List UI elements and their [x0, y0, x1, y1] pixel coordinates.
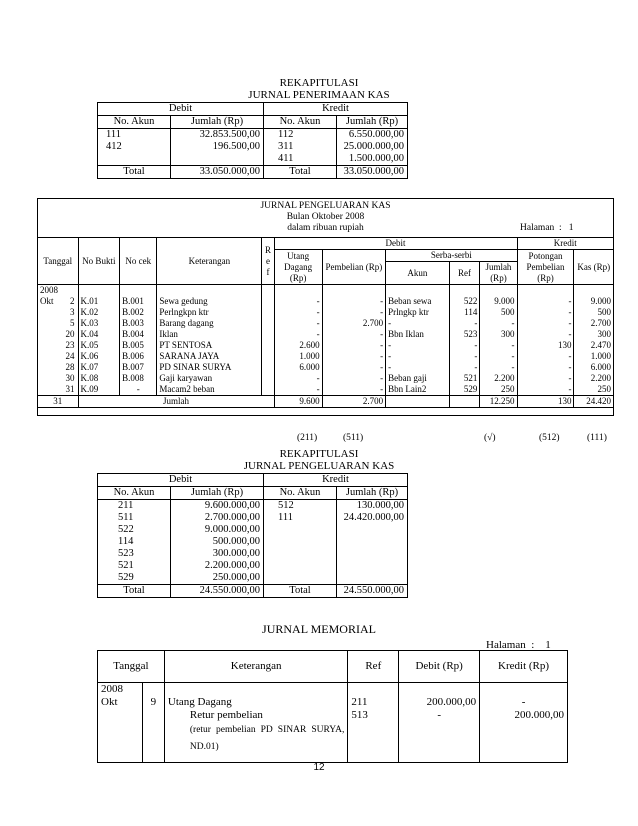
col-akun: Akun [386, 262, 450, 285]
ref-cell: 522 [449, 296, 480, 307]
col-ref2: Ref [449, 262, 480, 285]
jumlah-potongan: 130 [517, 396, 574, 408]
jumlah-kas: 24.420 [574, 396, 614, 408]
total-kredit: 24.550.000,00 [337, 585, 408, 598]
utang-cell: - [274, 296, 322, 307]
col-akun: No. Akun [98, 116, 171, 129]
tanggal-cell: 2 [70, 296, 75, 306]
akun-cell: - [386, 340, 450, 351]
ref-cell: 114 [449, 307, 480, 318]
memorial-ref2: 513 [351, 709, 368, 721]
table-row [98, 524, 408, 536]
posting-ref-potongan: (512) [539, 433, 560, 443]
jumlah-cell: 9.600.000,00 [171, 500, 264, 513]
table-row [38, 340, 614, 351]
pembelian-cell: - [322, 362, 386, 373]
table-row [38, 351, 614, 362]
potongan-cell: - [517, 296, 574, 307]
potongan-cell: - [517, 362, 574, 373]
memorial-line3: (retur pembelian PD SINAR SURYA, ND.01) [189, 725, 345, 752]
akun-cell [264, 536, 337, 548]
total-label: Total [98, 166, 171, 179]
akun-cell: Bbn Iklan [386, 329, 450, 340]
jumlah-cell: 130.000,00 [337, 500, 408, 513]
keterangan-cell: PT SENTOSA [157, 340, 262, 351]
akun-cell: 522 [98, 524, 171, 536]
tanggal-cell: 31 [38, 384, 79, 396]
utang-cell: - [274, 307, 322, 318]
rekap-penerimaan-table [97, 102, 408, 179]
tanggal-cell: 5 [38, 318, 79, 329]
tanggal-cell: 3 [38, 307, 79, 318]
ref-cell: - [449, 318, 480, 329]
cek-cell: B.002 [120, 307, 157, 318]
col-jumlah: Jumlah (Rp) [171, 487, 264, 500]
bukti-cell: K.06 [78, 351, 120, 362]
akun-cell: 211 [98, 500, 171, 513]
bukti-cell: K.09 [78, 384, 120, 396]
jumlah-cell: 2.200.000,00 [171, 560, 264, 572]
akun-cell: - [386, 318, 450, 329]
jumlah-cell: 9.000.000,00 [171, 524, 264, 536]
pembelian-cell: - [322, 384, 386, 396]
kas-cell: 250 [574, 384, 614, 396]
potongan-cell: - [517, 373, 574, 384]
ref-cell: 521 [449, 373, 480, 384]
bukti-cell: K.03 [78, 318, 120, 329]
akun-cell: 112 [264, 129, 337, 142]
table-row [38, 373, 614, 384]
pembelian-cell: - [322, 340, 386, 351]
memorial-year: 2008 [101, 683, 123, 695]
jumlah-cell: 250 [480, 384, 517, 396]
jumlah-cell: 25.000.000,00 [337, 141, 408, 153]
year-cell: 2008 [38, 285, 79, 297]
jumlah-cell: 500 [480, 307, 517, 318]
memorial-title: JURNAL MEMORIAL [262, 622, 376, 636]
col-akun: No. Akun [264, 116, 337, 129]
table-row [38, 329, 614, 340]
pembelian-cell: - [322, 373, 386, 384]
cek-cell: B.008 [120, 373, 157, 384]
col-kas: Kas (Rp) [574, 250, 614, 285]
akun-cell: 114 [98, 536, 171, 548]
jumlah-cell: 250.000,00 [171, 572, 264, 585]
cek-cell: B.005 [120, 340, 157, 351]
table-row [38, 307, 614, 318]
akun-cell: 521 [98, 560, 171, 572]
jumlah-cell [337, 560, 408, 572]
bukti-cell: K.04 [78, 329, 120, 340]
pengeluaran-unit: dalam ribuan rupiah [287, 223, 364, 233]
col-no-bukti: No Bukti [78, 238, 120, 285]
kas-cell: 6.000 [574, 362, 614, 373]
akun-cell: - [386, 351, 450, 362]
jumlah-tgl: 31 [38, 396, 79, 408]
table-row [98, 572, 408, 585]
tanggal-cell: 20 [38, 329, 79, 340]
jumlah-cell: 6.550.000,00 [337, 129, 408, 142]
total-label: Total [264, 166, 337, 179]
col-akun: No. Akun [264, 487, 337, 500]
jumlah-cell [337, 548, 408, 560]
akun-cell: 111 [264, 512, 337, 524]
col-ref: Ref [348, 651, 399, 683]
col-jumlah: Jumlah (Rp) [480, 262, 517, 285]
kredit-header: Kredit [264, 103, 408, 116]
kredit-header: Kredit [517, 238, 613, 250]
total-row [98, 585, 408, 598]
debit-header: Debit [98, 103, 264, 116]
debit-header: Debit [98, 474, 264, 487]
jumlah-cell: 2.200 [480, 373, 517, 384]
ref-cell: 523 [449, 329, 480, 340]
akun-cell: 311 [264, 141, 337, 153]
akun-cell: 412 [98, 141, 171, 153]
rekap-penerimaan-title: REKAPITULASI [279, 77, 359, 89]
potongan-cell: - [517, 329, 574, 340]
kas-cell: 500 [574, 307, 614, 318]
jumlah-cell: 300 [480, 329, 517, 340]
pengeluaran-title: JURNAL PENGELUARAN KAS [260, 201, 391, 211]
bukti-cell: K.02 [78, 307, 120, 318]
total-kredit: 33.050.000,00 [337, 166, 408, 179]
jumlah-cell: - [480, 318, 517, 329]
keterangan-cell: Gaji karyawan [157, 373, 262, 384]
col-tanggal: Tanggal [38, 238, 79, 285]
akun-cell: Beban sewa [386, 296, 450, 307]
table-row [98, 548, 408, 560]
page-number: 12 [313, 762, 325, 773]
memorial-line2: Retur pembelian [189, 709, 263, 721]
kas-cell: 300 [574, 329, 614, 340]
jumlah-cell: - [480, 351, 517, 362]
kas-cell: 2.470 [574, 340, 614, 351]
utang-cell: 6.000 [274, 362, 322, 373]
jumlah-cell: 300.000,00 [171, 548, 264, 560]
rekap-pengeluaran-table [97, 473, 408, 598]
jumlah-pembelian: 2.700 [322, 396, 386, 408]
jumlah-cell: - [480, 362, 517, 373]
table-row [38, 384, 614, 396]
year-row [38, 285, 614, 297]
table-row [98, 683, 568, 763]
month-cell: Okt [40, 296, 54, 306]
debit-header: Debit [274, 238, 517, 250]
akun-cell [264, 560, 337, 572]
col-tanggal: Tanggal [98, 651, 165, 683]
pengeluaran-table [37, 237, 614, 408]
col-potongan: Potongan Pembelian (Rp) [517, 250, 574, 285]
potongan-cell: - [517, 318, 574, 329]
col-pembelian: Pembelian (Rp) [322, 250, 386, 285]
jumlah-cell: 9.000 [480, 296, 517, 307]
col-jumlah: Jumlah (Rp) [337, 487, 408, 500]
halaman-label: Halaman : 1 [520, 223, 574, 233]
bukti-cell: K.01 [78, 296, 120, 307]
jumlah-cell: 32.853.500,00 [171, 129, 264, 142]
memorial-table [97, 650, 568, 763]
ref-cell: - [449, 362, 480, 373]
utang-cell: - [274, 329, 322, 340]
keterangan-cell: Sewa gedung [157, 296, 262, 307]
akun-cell: 511 [98, 512, 171, 524]
akun-cell [264, 524, 337, 536]
posting-ref-utang: (211) [297, 433, 318, 443]
jumlah-row [38, 396, 614, 408]
kas-cell: 9.000 [574, 296, 614, 307]
akun-cell: 411 [264, 153, 337, 166]
memorial-halaman: Halaman : 1 [486, 639, 551, 651]
bukti-cell: K.07 [78, 362, 120, 373]
pembelian-cell: - [322, 351, 386, 362]
col-serba: Serba-serbi [386, 250, 517, 262]
potongan-cell: - [517, 384, 574, 396]
akun-cell: - [386, 362, 450, 373]
col-jumlah: Jumlah (Rp) [337, 116, 408, 129]
total-row [98, 166, 408, 179]
pembelian-cell: - [322, 307, 386, 318]
akun-cell: Prlngkp ktr [386, 307, 450, 318]
table-row [38, 296, 614, 307]
akun-cell [264, 572, 337, 585]
pengeluaran-subtitle: Bulan Oktober 2008 [286, 212, 365, 222]
akun-cell: 529 [98, 572, 171, 585]
tanggal-cell: 30 [38, 373, 79, 384]
akun-cell: Beban gaji [386, 373, 450, 384]
col-keterangan: Keterangan [157, 238, 262, 285]
total-label: Total [98, 585, 171, 598]
akun-cell: Bbn Lain2 [386, 384, 450, 396]
posting-ref-serba: (√) [484, 433, 496, 443]
posting-ref-kas: (111) [587, 433, 607, 443]
total-debit: 24.550.000,00 [171, 585, 264, 598]
jumlah-serba: 12.250 [480, 396, 517, 408]
jumlah-label: Jumlah [78, 396, 274, 408]
potongan-cell: 130 [517, 340, 574, 351]
memorial-ref1: 211 [351, 696, 368, 708]
col-jumlah: Jumlah (Rp) [171, 116, 264, 129]
total-debit: 33.050.000,00 [171, 166, 264, 179]
table-row [98, 141, 408, 153]
ref-cell: - [449, 340, 480, 351]
utang-cell: 1.000 [274, 351, 322, 362]
pembelian-cell: - [322, 329, 386, 340]
keterangan-cell: SARANA JAYA [157, 351, 262, 362]
jumlah-cell: 196.500,00 [171, 141, 264, 153]
memorial-kredit1: - [521, 696, 526, 708]
jumlah-cell [337, 536, 408, 548]
col-akun: No. Akun [98, 487, 171, 500]
keterangan-cell: Perlngkpn ktr [157, 307, 262, 318]
bukti-cell: K.08 [78, 373, 120, 384]
jumlah-cell [171, 153, 264, 166]
total-label: Total [264, 585, 337, 598]
table-row [98, 129, 408, 142]
col-no-cek: No cek [120, 238, 157, 285]
col-keterangan: Keterangan [164, 651, 347, 683]
kas-cell: 1.000 [574, 351, 614, 362]
memorial-line1: Utang Dagang [167, 696, 232, 708]
kredit-header: Kredit [264, 474, 408, 487]
pembelian-cell: - [322, 296, 386, 307]
table-row [98, 153, 408, 166]
posting-ref-pembelian: (511) [343, 433, 364, 443]
jumlah-cell: - [480, 340, 517, 351]
rekap-penerimaan-subtitle: JURNAL PENERIMAAN KAS [248, 89, 390, 101]
potongan-cell: - [517, 307, 574, 318]
table-row [38, 362, 614, 373]
kas-cell: 2.200 [574, 373, 614, 384]
utang-cell: - [274, 318, 322, 329]
cek-cell: B.007 [120, 362, 157, 373]
tanggal-cell: 28 [38, 362, 79, 373]
memorial-debit1: 200.000,00 [426, 696, 477, 708]
jumlah-cell: 1.500.000,00 [337, 153, 408, 166]
memorial-debit2: - [437, 709, 441, 721]
ref-cell: - [449, 351, 480, 362]
keterangan-cell: Macam2 beban [157, 384, 262, 396]
col-debit: Debit (Rp) [399, 651, 480, 683]
ref-cell: 529 [449, 384, 480, 396]
potongan-cell: - [517, 351, 574, 362]
jumlah-cell [337, 572, 408, 585]
akun-cell [98, 153, 171, 166]
akun-cell: 512 [264, 500, 337, 513]
memorial-day: 9 [142, 683, 164, 763]
cek-cell: - [120, 384, 157, 396]
col-ref: R e f [262, 238, 274, 285]
keterangan-cell: Barang dagang [157, 318, 262, 329]
cek-cell: B.003 [120, 318, 157, 329]
cek-cell: B.004 [120, 329, 157, 340]
akun-cell: 111 [98, 129, 171, 142]
akun-cell [264, 548, 337, 560]
tanggal-cell: 23 [38, 340, 79, 351]
table-row [98, 536, 408, 548]
keterangan-cell: PD SINAR SURYA [157, 362, 262, 373]
tanggal-cell: 24 [38, 351, 79, 362]
col-kredit: Kredit (Rp) [480, 651, 568, 683]
utang-cell: 2.600 [274, 340, 322, 351]
kas-cell: 2.700 [574, 318, 614, 329]
pembelian-cell: 2.700 [322, 318, 386, 329]
bukti-cell: K.05 [78, 340, 120, 351]
col-utang: Utang Dagang (Rp) [274, 250, 322, 285]
jumlah-utang: 9.600 [274, 396, 322, 408]
cek-cell: B.001 [120, 296, 157, 307]
utang-cell: - [274, 373, 322, 384]
table-row [98, 560, 408, 572]
jumlah-cell [337, 524, 408, 536]
rekap-pengeluaran-subtitle: JURNAL PENGELUARAN KAS [243, 460, 395, 472]
table-row [38, 318, 614, 329]
memorial-kredit2: 200.000,00 [514, 709, 564, 721]
akun-cell: 523 [98, 548, 171, 560]
table-row [98, 512, 408, 524]
table-row [98, 500, 408, 513]
utang-cell: - [274, 384, 322, 396]
keterangan-cell: Iklan [157, 329, 262, 340]
jumlah-cell: 2.700.000,00 [171, 512, 264, 524]
jumlah-cell: 24.420.000,00 [337, 512, 408, 524]
jumlah-cell: 500.000,00 [171, 536, 264, 548]
rekap-pengeluaran-title: REKAPITULASI [279, 448, 359, 460]
memorial-month: Okt [101, 696, 118, 708]
cek-cell: B.006 [120, 351, 157, 362]
